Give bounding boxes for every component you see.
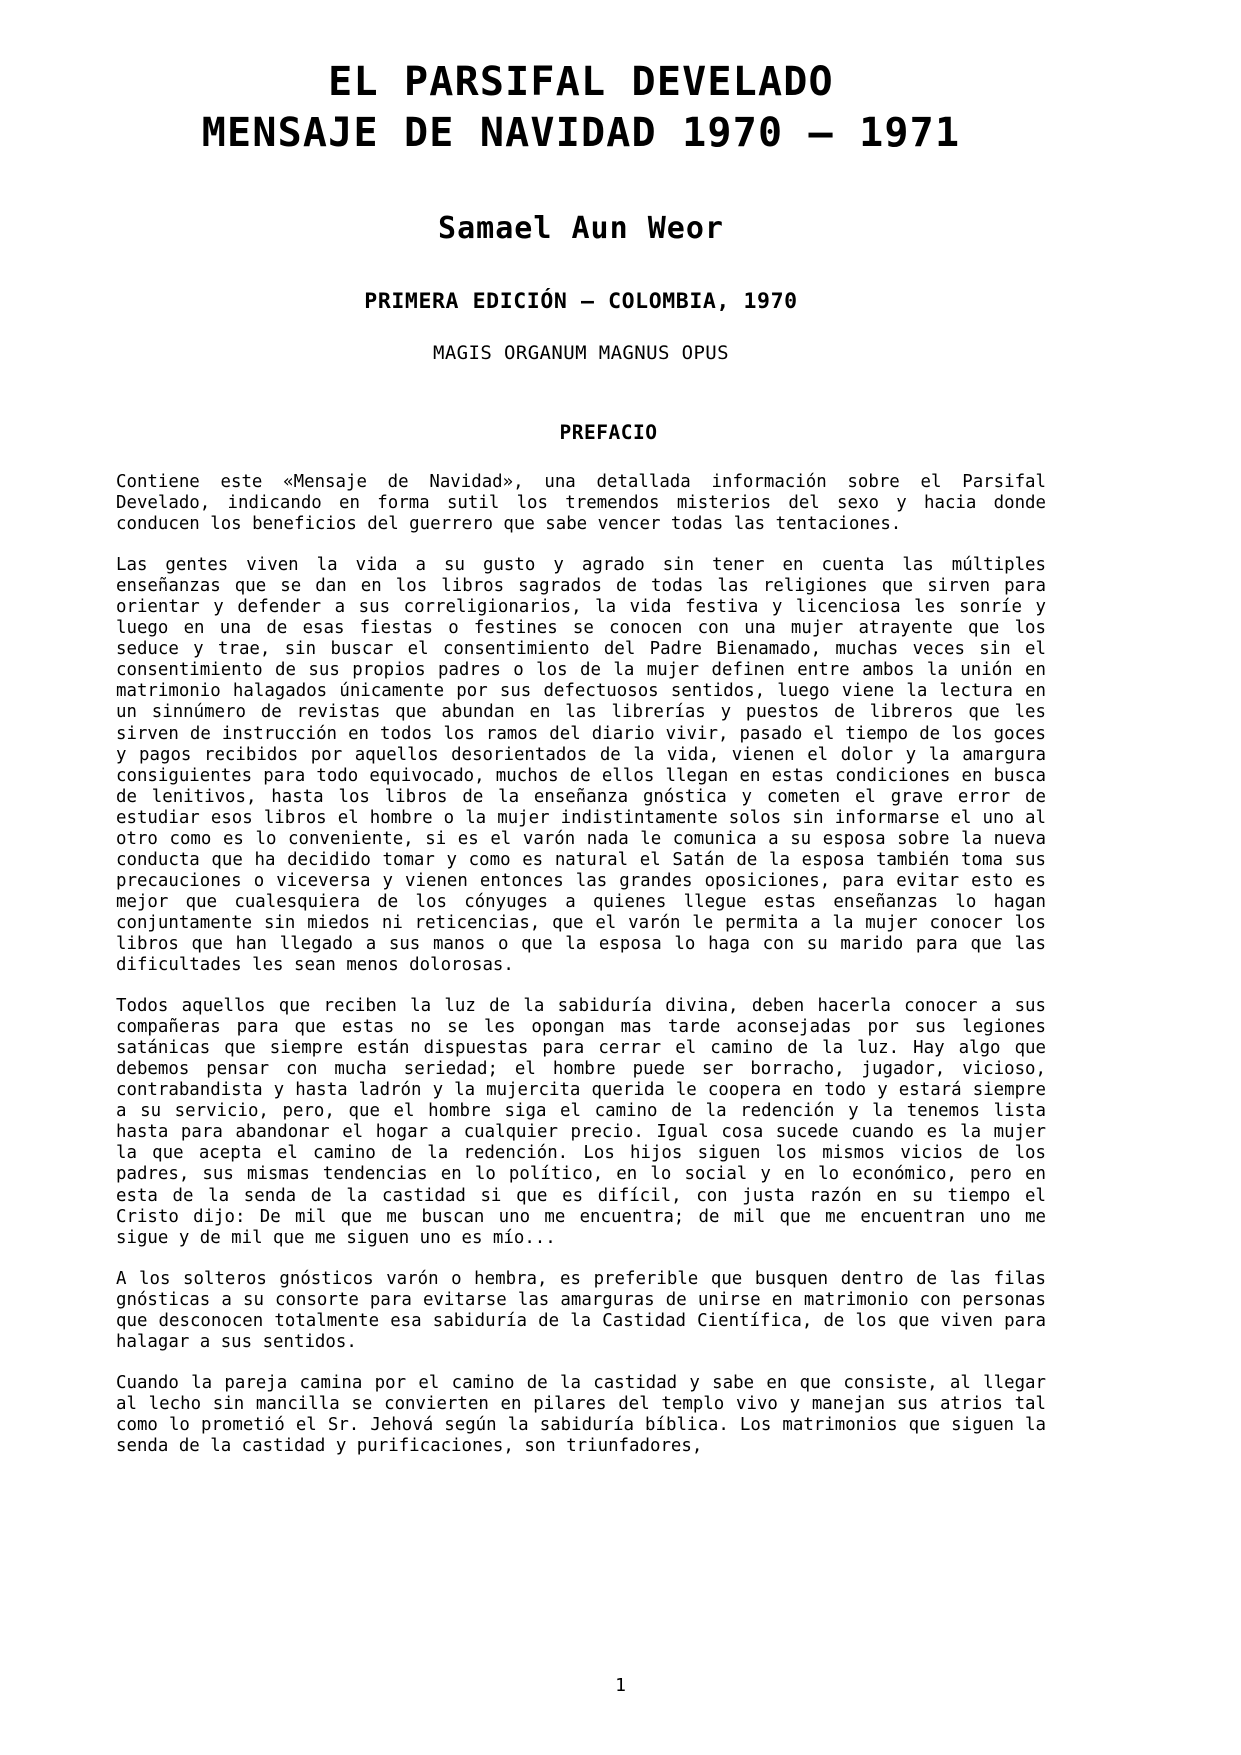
document-title-line-1: EL PARSIFAL DEVELADO — [328, 59, 834, 105]
title-block — [116, 0, 1046, 159]
page-number: 1 — [615, 1675, 626, 1696]
author-name: Samael Aun Weor — [438, 211, 724, 246]
body-text — [116, 472, 1046, 1457]
section-heading-prefacio: PREFACIO — [559, 421, 658, 444]
edition-info: PRIMERA EDICIÓN – COLOMBIA, 1970 — [364, 289, 798, 314]
document-title-line-2: MENSAJE DE NAVIDAD 1970 – 1971 — [201, 110, 961, 156]
page-content — [116, 0, 1046, 1457]
paragraph: Todos aquellos que reciben la luz de la sabiduría divina, deben hacerla conocer a sus compañeras para que estas no se les opongan mas tarde aconsejadas por sus legiones satánicas que siempre están dispuestas para cerrar el camino de la luz. Hay algo que debemos pensar con mucha seriedad; el hombre puede ser borracho, jugador, vicioso, contrabandista y hasta ladrón y la mujercita querida le coopera en todo y estará siempre a su servicio, pero, que el hombre siga el camino de la redención y la tenemos lista hasta para abandonar el hogar a cualquier precio. Igual cosa sucede cuando es la mujer la que acepta el camino de la redención. Los hijos siguen los mismos vicios de los padres, sus mismas tendencias en lo político, en lo social y en lo económico, pero en esta de la senda de la castidad si que es difícil, con justa razón en su tiempo el Cristo dijo: De mil que me buscan uno me encuentra; de mil que me encuentran uno me sigue y de mil que me siguen uno es mío... — [116, 996, 1046, 1248]
paragraph: Las gentes viven la vida a su gusto y agrado sin tener en cuenta las múltiples enseñanzas que se dan en los libros sagrados de todas las religiones que sirven para orientar y defender a sus correligionarios, la vida festiva y licenciosa les sonríe y luego en una de esas fiestas o festines se conocen con una mujer atrayente que los seduce y trae, sin buscar el consentimiento del Padre Bienamado, muchas veces sin el consentimiento de sus propios padres o los de la mujer definen entre ambos la unión en matrimonio halagados únicamente por sus defectuosos sentidos, luego viene la lectura en un sinnúmero de revistas que abundan en las librerías y puestos de libreros que les sirven de instrucción en todos los ramos del diario vivir, pasado el tiempo de los goces y pagos recibidos por aquellos desorientados de la vida, vienen el dolor y la amargura consiguientes para todo equivocado, muchos de ellos llegan en estas condiciones en busca de lenitivos, hasta los libros de la enseñanza gnóstica y cometen el grave error de estudiar esos libros el hombre o la mujer indistintamente solos sin informarse el uno al otro como es lo conveniente, si es el varón nada le comunica a su esposa sobre la nueva conducta que ha decidido tomar y como es natural el Satán de la esposa también toma sus precauciones o viceversa y vienen entonces las grandes oposiciones, para evitar esto es mejor que cualesquiera de los cónyuges a quienes llegue estas enseñanzas lo hagan conjuntamente sin miedos ni reticencias, que el varón le permita a la mujer conocer los libros que han llegado a sus manos o que la esposa lo haga con su marido para que las dificultades les sean menos dolorosas. — [116, 555, 1046, 976]
latin-motto: MAGIS ORGANUM MAGNUS OPUS — [433, 342, 729, 364]
paragraph: Cuando la pareja camina por el camino de la castidad y sabe en que consiste, al llegar al lecho sin mancilla se convierten en pilares del templo vivo y manejan sus atrios tal como lo prometió el Sr. Jehová según la sabiduría bíblica. Los matrimonios que siguen la senda de la castidad y purificaciones, son triunfadores, — [116, 1372, 1046, 1456]
paragraph: A los solteros gnósticos varón o hembra, es preferible que busquen dentro de las filas gnósticas a su consorte para evitarse las amarguras de unirse en matrimonio con personas que desconocen totalmente esa sabiduría de la Castidad Científica, de los que viven para halagar a sus sentidos. — [116, 1268, 1046, 1352]
paragraph: Contiene este «Mensaje de Navidad», una detallada información sobre el Parsifal Develado, indicando en forma sutil los tremendos misterios del sexo y hacia donde conducen los beneficios del guerrero que sabe vencer todas las tentaciones. — [116, 472, 1046, 535]
